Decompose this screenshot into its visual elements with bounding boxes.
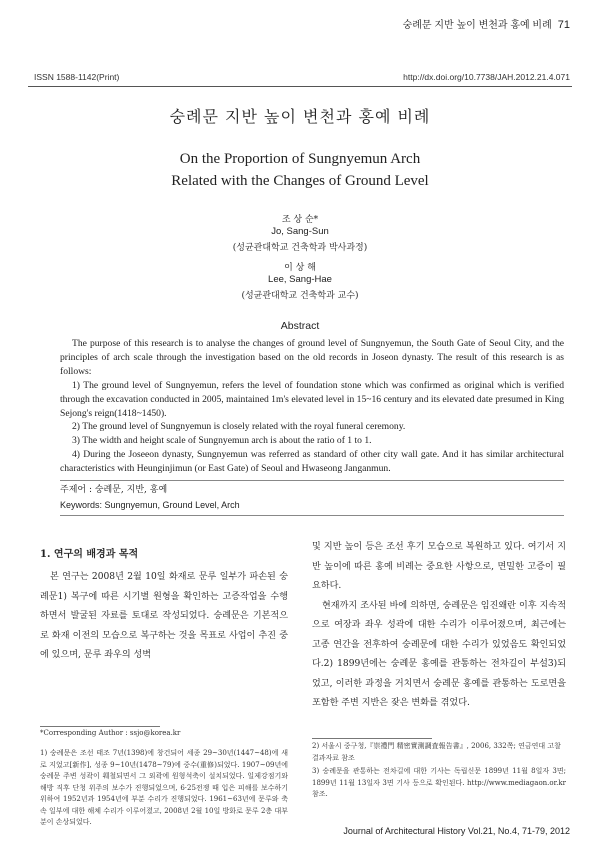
doi-link[interactable]: http://dx.doi.org/10.7738/JAH.2012.21.4.071 — [403, 72, 570, 82]
keywords-english: Keywords: Sungnyemun, Ground Level, Arch — [60, 500, 240, 510]
body-paragraph: 및 지반 높이 등은 조선 후기 모습으로 복원하고 있다. 여기서 지반 높이에 따른 홍예 비례는 중요한 사항으로, 면밀한 고증이 필요하다. — [312, 542, 566, 591]
abstract-intro: The purpose of this research is to analyse the changes of ground level of Sungnyemun, the South Gate of Seoul City, and the principles of arch scale through the investigation based on the old records in Joseon dynasty. The result of this research is as follows: — [60, 338, 564, 377]
author-1-korean: 조 상 순* — [281, 215, 319, 225]
author-2-english: Lee, Sang-Hae — [268, 274, 332, 285]
author-1-english: Jo, Sang-Sun — [271, 226, 329, 237]
abstract-item: 4) During the Joseeon dynasty, Sungnyemun was referred as standard of other city wall gate. And it has similar architectural characteristics with Heunginjimun (or East Gate) of Seoul and Hwaseong Janganmun. — [60, 449, 564, 475]
page-number: 71 — [557, 19, 570, 31]
footnote-3: 3) 숭례문을 관통하는 전차길에 대한 기사는 독립신문 1899년 11월 8일자 3면; 1899년 11월 13일자 3면 기사 등으로 확인된다. http://www.mediagaon.or.kr 참조. — [312, 767, 566, 798]
keywords-box — [60, 480, 564, 516]
header-rule — [28, 86, 572, 87]
footnote-rule — [312, 738, 432, 739]
english-title — [0, 148, 600, 192]
corresponding-author: *Corresponding Author : ssjo@korea.kr — [40, 729, 181, 737]
abstract-heading: Abstract — [280, 320, 320, 332]
author-2-affiliation: (성균관대학교 건축학과 교수) — [241, 291, 359, 301]
body-paragraph: 본 연구는 2008년 2월 10일 화재로 문루 일부가 파손된 숭례문1) 복구에 따른 시기별 원형을 확인하는 고증작업을 수행하면서 발굴된 자료를 토대로 작성되었다. 숭례문은 기본적으로 화재 이전의 모습으로 복구하는 것을 목표로 사업이 추진 중에 있으며, 문루 좌우의 성벽 — [40, 572, 288, 660]
left-column-body — [40, 568, 288, 666]
footnote-1: 1) 숭례문은 조선 태조 7년(1398)에 창건되어 세종 29~30년(1447~48)에 새로 지었고[新作], 성종 9~10년(1478~79)에 중수(重修)되었다. 1907~09년에 숭례문 주변 성곽이 훼철되면서 그 외곽에 원형석축이 설치되었다. 일제강점기와 해방 직후 단청 위주의 보수가 진행되었으며, 6·25전쟁 때 입은 피해를 보수하기 위하여 1952년과 1954년에 부분 수리가 진행되었다. 1961~63년에 문루와 축속 일부에 대한 해체 수리가 이루어졌고, 2008년 2월 10일 방화로 문루 2층 대부분이 손상되었다. — [40, 749, 288, 826]
section-heading: 1. 연구의 배경과 목적 — [40, 549, 139, 560]
journal-footer: Journal of Architectural History Vol.21, No.4, 71-79, 2012 — [343, 826, 570, 836]
english-title-line2: Related with the Changes of Ground Level — [171, 173, 429, 189]
running-header — [403, 16, 570, 31]
keywords-korean: 주제어 : 숭례문, 지반, 홍예 — [60, 485, 168, 495]
korean-title: 숭례문 지반 높이 변천과 홍예 비례 — [169, 107, 431, 126]
abstract-item: 3) The width and height scale of Sungnyemun arch is about the ratio of 1 to 1. — [72, 435, 372, 447]
author-2-korean: 이 상 해 — [284, 263, 316, 273]
footnote-rule — [40, 726, 160, 727]
author-1-affiliation: (성균관대학교 건축학과 박사과정) — [232, 243, 368, 253]
issn: ISSN 1588-1142(Print) — [34, 72, 120, 82]
body-paragraph: 현재까지 조사된 바에 의하면, 숭례문은 임진왜란 이후 지속적으로 여장과 좌우 성곽에 대한 수리가 이루어졌으며, 최근에는 고종 연간을 전후하여 숭례문에 대한 수리가 있었음도 확인되었다.2) 1899년에는 숭례문 홍예를 관통하는 전차길이 부설3)되었고, 이러한 과정을 거치면서 숭례문 홍예를 관통하는 도로면을 포함한 주변 지반은 잦은 변화를 겪었다. — [312, 600, 566, 708]
abstract-item: 2) The ground level of Sungnyemun is closely related with the royal funeral ceremony. — [72, 421, 406, 433]
running-title: 숭례문 지반 높이 변천과 홍예 비례 — [402, 20, 552, 31]
english-title-line1: On the Proportion of Sungnyemun Arch — [179, 151, 421, 167]
footnote-2: 2) 서울시 중구청,『崇禮門 精密實測調査報告書』, 2006, 332쪽; 연금연대 고찰결과자료 참조 — [312, 742, 561, 762]
abstract-body — [60, 337, 564, 476]
right-column-body — [312, 538, 566, 714]
abstract-item: 1) The ground level of Sungnyemun, refers the level of foundation stone which was confirmed as original which is verified through the excavation conducted in 2005, maintained 1m's elevated level in 15~16 century and its elevated date presumed in King Sejong's reign(1418~1450). — [60, 379, 564, 419]
